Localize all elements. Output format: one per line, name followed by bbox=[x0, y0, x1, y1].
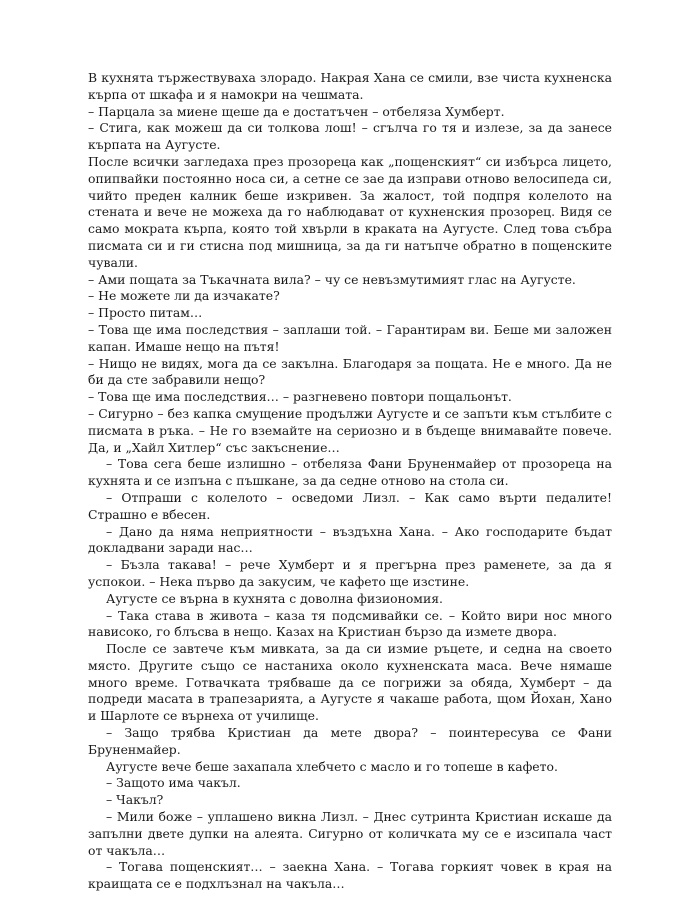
paragraph: – Защото има чакъл. bbox=[106, 775, 241, 791]
paragraph: – Нищо не видях, мога да се закълна. Благодаря за пощата. Не е много. Да не би да сте забравили нещо? bbox=[88, 355, 612, 388]
paragraph: – Така става в живота – каза тя подсмивайки се. – Който вири нос много нависоко, го блъсва в нещо. Казах на Кристиан бързо да измете двора. bbox=[88, 607, 612, 640]
body-text bbox=[88, 70, 612, 893]
paragraph: – Бъзла такава! – рече Хумберт и я прегърна през раменете, за да я успокои. – Нека първо да закусим, че кафето ще изстине. bbox=[88, 557, 612, 589]
paragraph: – Чакъл? bbox=[106, 792, 164, 808]
paragraph: – Отпраши с колелото – осведоми Лизл. – Как само върти педалите! Страшно е вбесен. bbox=[88, 489, 612, 522]
paragraph: – Просто питам… bbox=[88, 305, 203, 321]
paragraph: – Парцала за миене щеше да е достатъчен – отбеляза Хумберт. bbox=[88, 103, 505, 119]
paragraph: – Защо трябва Кристиан да мете двора? – поинтересува се Фани Бруненмайер. bbox=[88, 725, 612, 757]
paragraph: – Ами пощата за Тъкачната вила? – чу се невъзмутимият глас на Аугусте. bbox=[88, 271, 576, 287]
paragraph: – Това ще има последствия – заплаши той. – Гарантирам ви. Беше ми заложен капан. Имаше нещо на пътя! bbox=[88, 321, 612, 354]
paragraph: Аугусте се върна в кухнята с доволна физиономия. bbox=[106, 590, 443, 606]
paragraph: – Тогава пощенският… – заекна Хана. – Тогава горкият човек в края на краищата се е подхлъзнал на чакъла… bbox=[88, 859, 612, 892]
paragraph: – Това ще има последствия… – разгневено повтори пощальонът. bbox=[88, 389, 512, 405]
paragraph: Аугусте вече беше захапала хлебчето с масло и го топеше в кафето. bbox=[106, 758, 558, 774]
paragraph: – Не можете ли да изчакате? bbox=[88, 288, 280, 304]
paragraph: – Стига, как можеш да си толкова лош! – сгълча го тя и излезе, за да занесе кърпата на Аугусте. bbox=[88, 120, 612, 153]
paragraph: – Сигурно – без капка смущение продължи Аугусте и се запъти към стълбите с писмата в ръка. – Не го вземайте на сериозно и в бъдеще внимавайте повече. Да, и „Хайл Хитлер“ със закъснение… bbox=[88, 405, 612, 455]
paragraph: В кухнята тържествуваха злорадо. Накрая Хана се смили, взе чиста кухненска кърпа от шкафа и я намокри на чешмата. bbox=[88, 70, 612, 102]
paragraph: – Това сега беше излишно – отбеляза Фани Бруненмайер от прозореца на кухнята и се изпъна с пъшкане, за да седне отново на стола си. bbox=[88, 456, 612, 489]
paragraph: – Дано да няма неприятности – въздъхна Хана. – Ако господарите бъдат докладвани заради нас… bbox=[88, 523, 612, 556]
paragraph: После всички загледаха през прозореца как „пощенският“ си избърса лицето, опипвайки постоянно носа си, а сетне се зае да изправи отново велосипеда си, чийто преден калник беше изкривен. За жалост, той подпря колелото на стената и вече не можеха да го наблюдават от кухненския прозорец. Видя се само мократа кърпа, която той хвърли в краката на Аугусте. След това събра писмата си и ги стисна под мишница, за да ги натъпче обратно в пощенските чували. bbox=[88, 153, 612, 270]
paragraph: – Мили боже – уплашено викна Лизл. – Днес сутринта Кристиан искаше да запълни двете дупки на алеята. Сигурно от количката му се е изсипала част от чакъла… bbox=[88, 809, 612, 858]
paragraph: После се завтече към мивката, за да си измие ръцете, и седна на своето място. Другите също се настаниха около кухненската маса. Вече нямаше много време. Готвачката трябваше да се погрижи за обяда, Хумберт – да подреди масата в трапезарията, а Аугусте я чакаше работа, щом Йохан, Хано и Шарлоте се върнеха от училище. bbox=[88, 641, 612, 724]
